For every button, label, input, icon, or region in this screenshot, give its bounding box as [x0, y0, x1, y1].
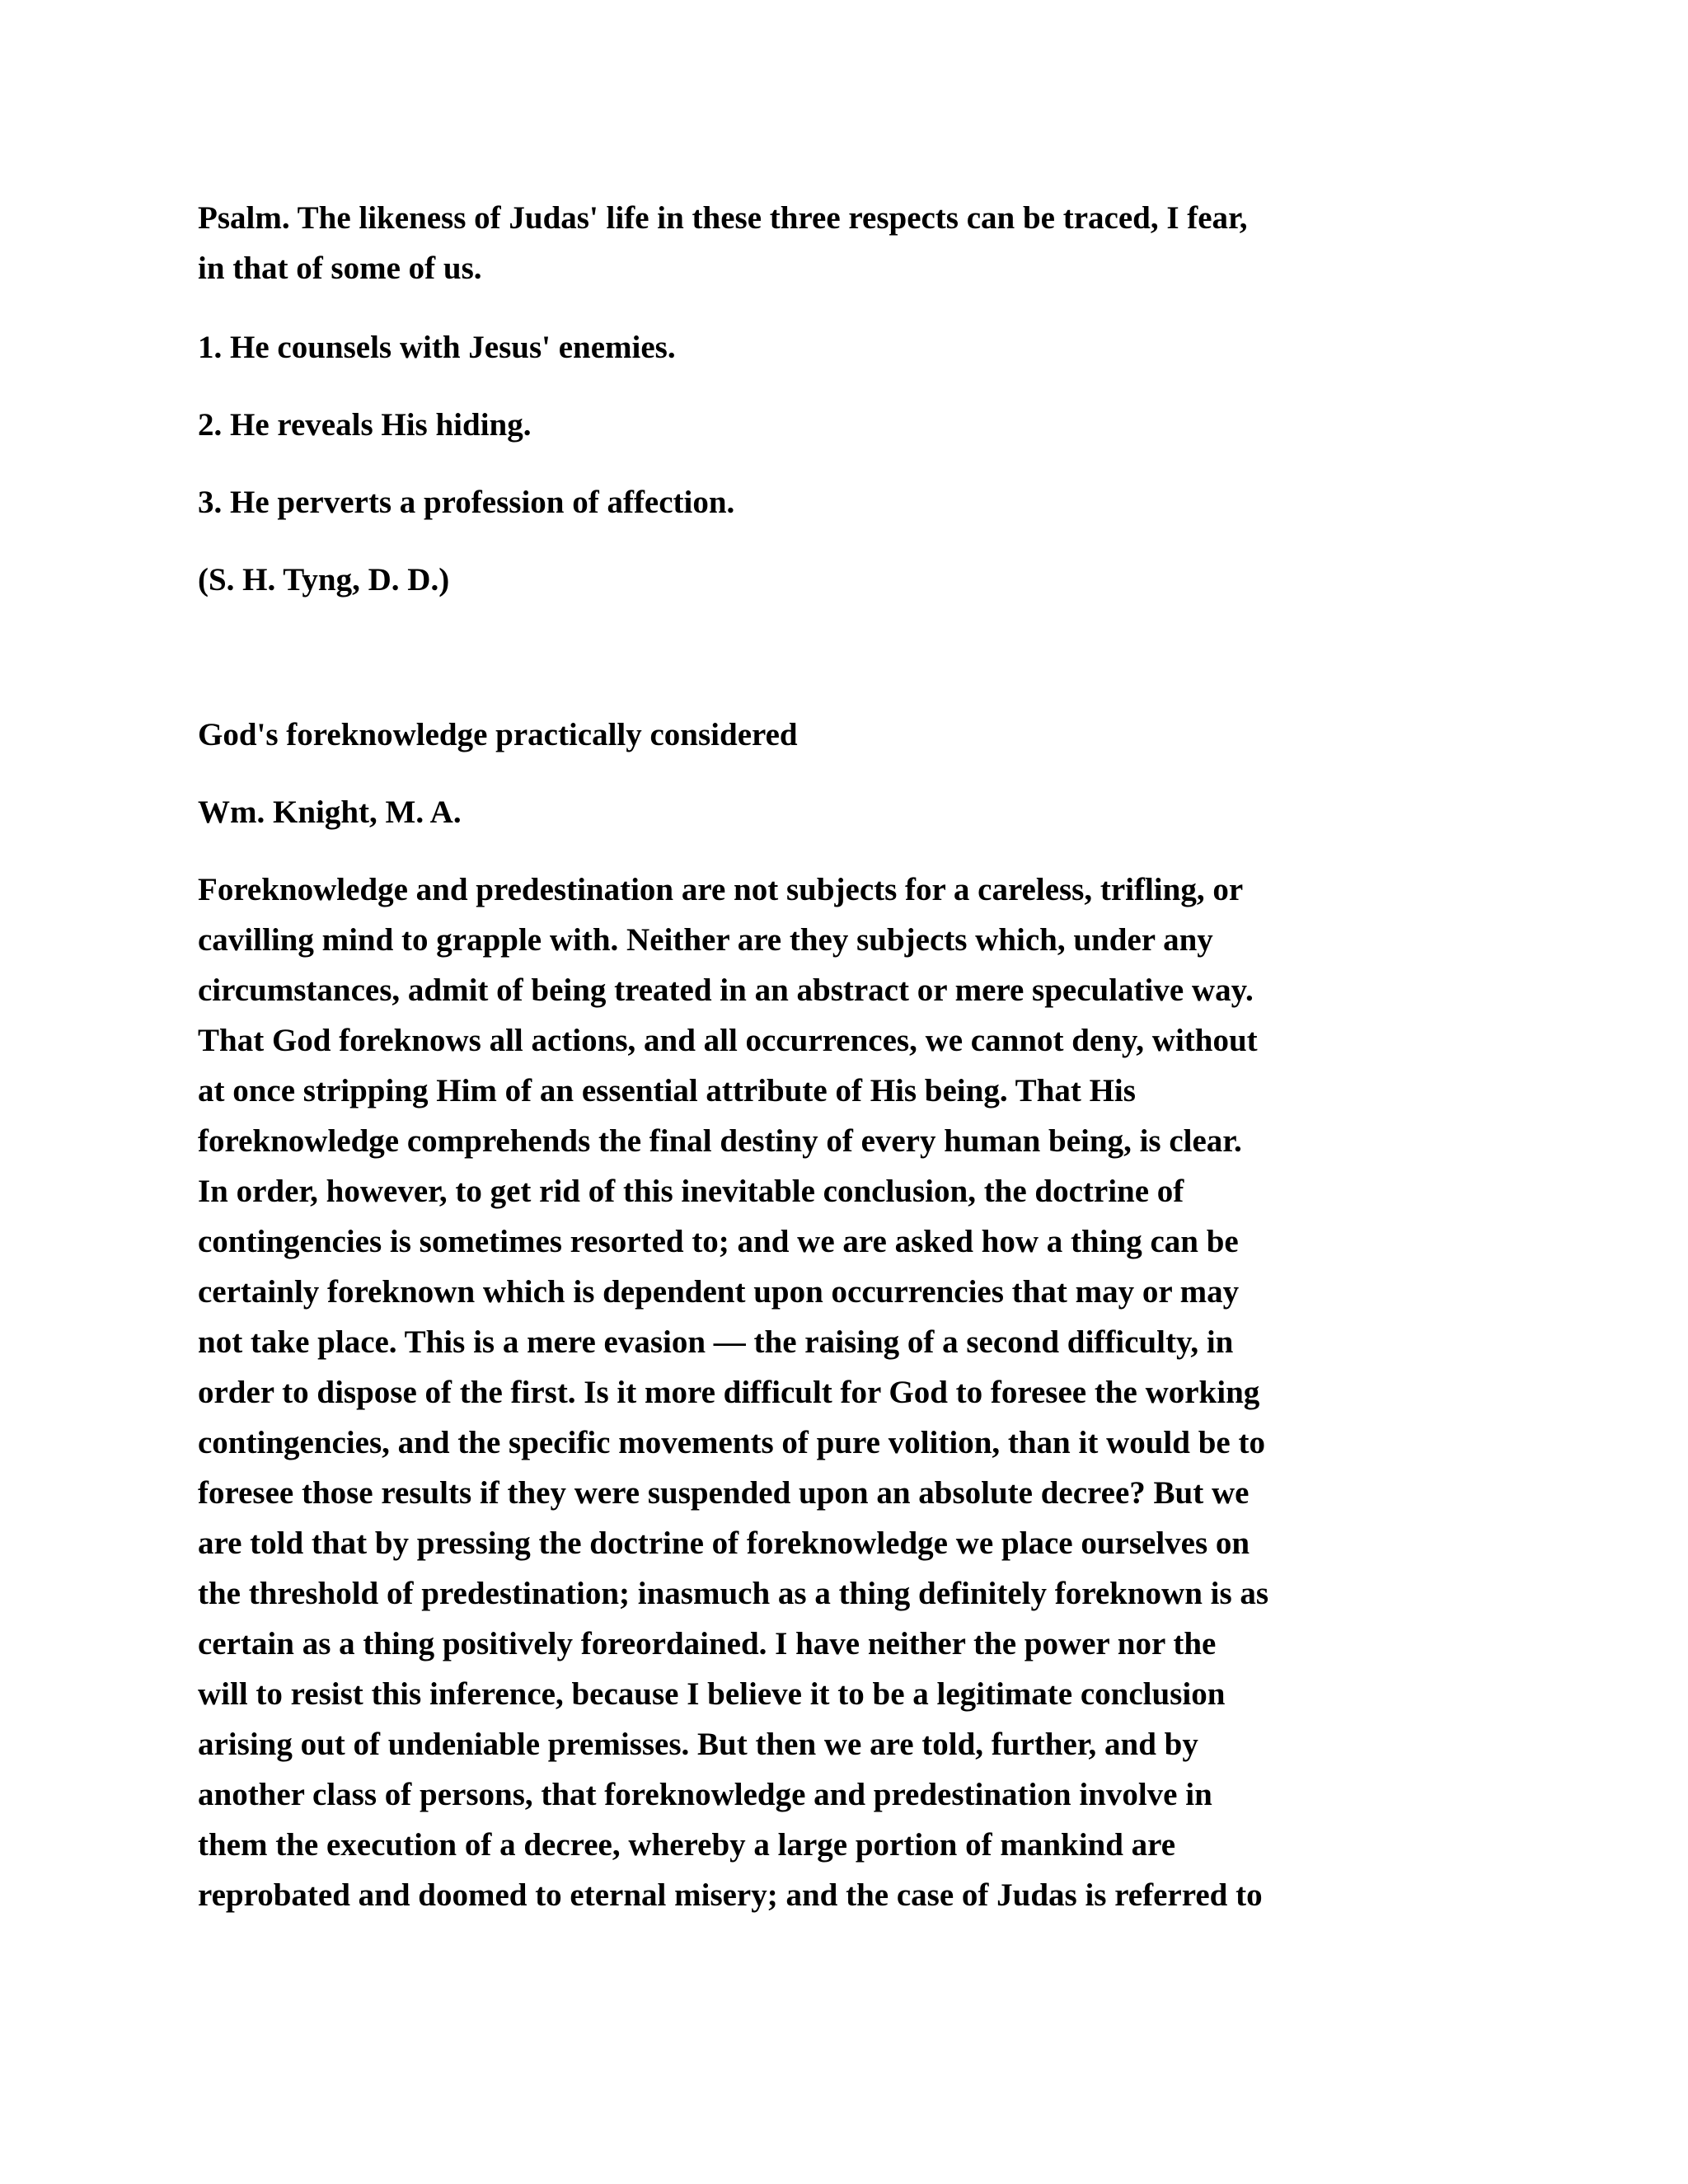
- text-line: cavilling mind to grapple with. Neither are they subjects which, under any: [198, 922, 1213, 958]
- text-line: certain as a thing positively foreordained. I have neither the power nor the: [198, 1626, 1217, 1661]
- text-line: reprobated and doomed to eternal misery; and the case of Judas is referred to: [198, 1877, 1263, 1913]
- section-author: Wm. Knight, M. A.: [198, 794, 462, 830]
- text-line: contingencies, and the specific movements of pure volition, than it would be to: [198, 1425, 1265, 1460]
- text-line: contingencies is sometimes resorted to; and we are asked how a thing can be: [198, 1224, 1239, 1259]
- list-item: 1. He counsels with Jesus' enemies.: [198, 330, 676, 365]
- text-line: In order, however, to get rid of this inevitable conclusion, the doctrine of: [198, 1174, 1184, 1209]
- text-line: them the execution of a decree, whereby a large portion of mankind are: [198, 1827, 1176, 1863]
- list-item: 2. He reveals His hiding.: [198, 407, 532, 443]
- text-line: certainly foreknown which is dependent upon occurrencies that may or may: [198, 1274, 1240, 1310]
- text-line: another class of persons, that foreknowledge and predestination involve in: [198, 1777, 1212, 1812]
- text-line: Psalm. The likeness of Judas' life in these three respects can be traced, I fear,: [198, 200, 1248, 236]
- citation: (S. H. Tyng, D. D.): [198, 562, 450, 598]
- text-line: foreknowledge comprehends the final destiny of every human being, is clear.: [198, 1123, 1242, 1159]
- text-line: order to dispose of the first. Is it more difficult for God to foresee the working: [198, 1375, 1260, 1410]
- text-line: foresee those results if they were suspended upon an absolute decree? But we: [198, 1475, 1250, 1511]
- body-paragraph: [198, 865, 1500, 1920]
- text-line: in that of some of us.: [198, 251, 482, 286]
- text-line: circumstances, admit of being treated in an abstract or mere speculative way.: [198, 972, 1254, 1008]
- text-line: arising out of undeniable premisses. But then we are told, further, and by: [198, 1727, 1198, 1762]
- text-line: will to resist this inference, because I believe it to be a legitimate conclusion: [198, 1676, 1226, 1712]
- text-line: That God foreknows all actions, and all occurrences, we cannot deny, without: [198, 1023, 1258, 1058]
- text-line: not take place. This is a mere evasion — the raising of a second difficulty, in: [198, 1324, 1234, 1360]
- list-item: 3. He perverts a profession of affection.: [198, 485, 735, 520]
- text-line: at once stripping Him of an essential attribute of His being. That His: [198, 1073, 1136, 1108]
- section-title: God's foreknowledge practically considered: [198, 717, 798, 752]
- text-line: the threshold of predestination; inasmuch as a thing definitely foreknown is as: [198, 1576, 1269, 1611]
- text-line: are told that by pressing the doctrine of foreknowledge we place ourselves on: [198, 1526, 1250, 1561]
- intro-paragraph: [198, 193, 1500, 293]
- text-line: Foreknowledge and predestination are not subjects for a careless, trifling, or: [198, 872, 1244, 907]
